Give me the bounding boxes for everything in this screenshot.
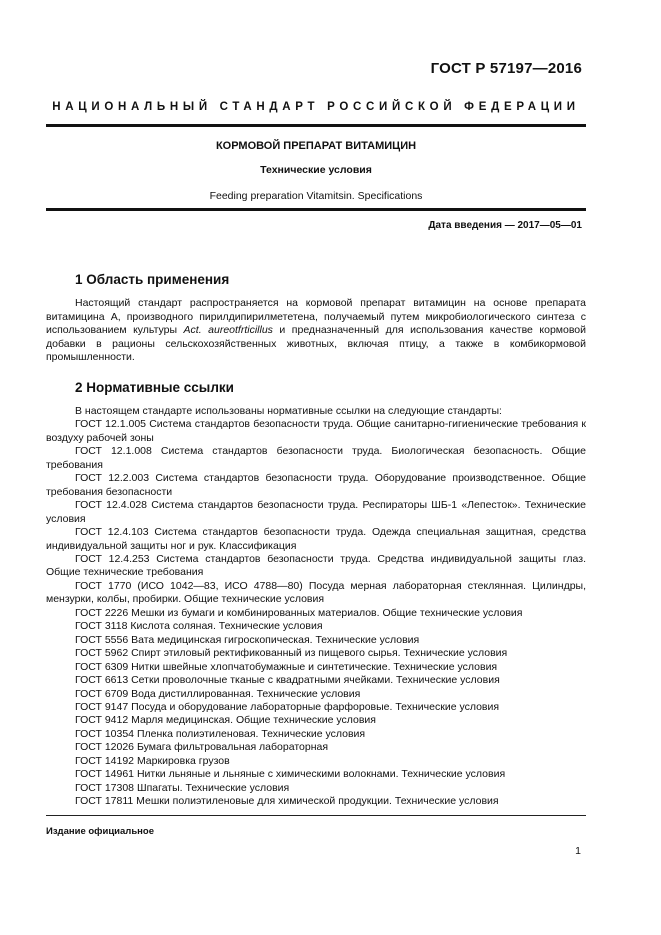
reference-item: ГОСТ 6613 Сетки проволочные тканые с квадратными ячейками. Технические условия bbox=[75, 674, 500, 687]
footer-divider bbox=[46, 815, 586, 816]
reference-item: ГОСТ 12026 Бумага фильтровальная лабораторная bbox=[75, 741, 329, 754]
references-intro: В настоящем стандарте использованы нормативные ссылки на следующие стандарты: bbox=[75, 405, 502, 417]
section-2-heading: 2 Нормативные ссылки bbox=[75, 380, 234, 395]
reference-item: ГОСТ 14192 Маркировка грузов bbox=[75, 754, 230, 767]
reference-item: ГОСТ 17308 Шпагаты. Технические условия bbox=[75, 781, 290, 794]
reference-item: ГОСТ 5556 Вата медицинская гигроскопическая. Технические условия bbox=[75, 633, 420, 646]
reference-item: ГОСТ 14961 Нитки льняные и льняные с химическими волокнами. Технические условия bbox=[75, 768, 506, 781]
standard-number: ГОСТ Р 57197—2016 bbox=[430, 60, 582, 77]
national-standard-heading: НАЦИОНАЛЬНЫЙ СТАНДАРТ РОССИЙСКОЙ ФЕДЕРАЦИИ bbox=[52, 101, 580, 113]
section-1-paragraph bbox=[46, 297, 586, 365]
page-number: 1 bbox=[575, 845, 581, 857]
reference-item: ГОСТ 10354 Пленка полиэтиленовая. Технические условия bbox=[75, 727, 366, 740]
reference-item: ГОСТ 17811 Мешки полиэтиленовые для химической продукции. Технические условия bbox=[75, 795, 499, 808]
title-divider bbox=[46, 208, 586, 211]
reference-item: ГОСТ 3118 Кислота соляная. Технические условия bbox=[75, 620, 323, 633]
reference-item: ГОСТ 5962 Спирт этиловый ректификованный из пищевого сырья. Технические условия bbox=[75, 647, 508, 660]
document-title-english: Feeding preparation Vitamitsin. Specifications bbox=[209, 190, 423, 202]
reference-item: ГОСТ 1770 (ИСО 1042—83, ИСО 4788—80) Посуда мерная лабораторная стеклянная. Цилиндры, мензурки, колбы, пробирки. Общие технические условия bbox=[46, 579, 586, 606]
document-title: КОРМОВОЙ ПРЕПАРАТ ВИТАМИЦИН bbox=[215, 140, 417, 152]
reference-item: ГОСТ 6309 Нитки швейные хлопчатобумажные и синтетические. Технические условия bbox=[75, 660, 498, 673]
reference-item: ГОСТ 9412 Марля медицинская. Общие технические условия bbox=[75, 714, 376, 727]
section-1-text-b: и предназначенный для использования качестве кормовой добавки в рационы сельскохозяйственных животных, включая птицу, а также в комбикормовой промышленности. bbox=[46, 324, 587, 364]
introduction-date: Дата введения — 2017—05—01 bbox=[428, 220, 582, 231]
top-divider bbox=[46, 124, 586, 127]
reference-item: ГОСТ 12.4.103 Система стандартов безопасности труда. Одежда специальная защитная, средства индивидуальной защиты ног и рук. Классификация bbox=[46, 526, 586, 552]
reference-item: ГОСТ 6709 Вода дистиллированная. Технические условия bbox=[75, 687, 361, 700]
section-1-text-a: Настоящий стандарт распространяется на кормовой препарат витамицин на основе препарата витамицина А, производного пирилдипирилмететена, получаемый путем микробиологического синтеза с использованием культуры bbox=[46, 297, 586, 337]
reference-item: ГОСТ 9147 Посуда и оборудование лабораторные фарфоровые. Технические условия bbox=[75, 700, 500, 713]
reference-item: ГОСТ 12.1.008 Система стандартов безопасности труда. Биологическая безопасность. Общие требования bbox=[46, 445, 586, 471]
reference-item: ГОСТ 2226 Мешки из бумаги и комбинированных материалов. Общие технические условия bbox=[75, 606, 523, 619]
reference-item: ГОСТ 12.1.005 Система стандартов безопасности труда. Общие санитарно-гигиенические требования к воздуху рабочей зоны bbox=[46, 418, 586, 444]
official-edition-label: Издание официальное bbox=[46, 826, 154, 837]
document-subtitle: Технические условия bbox=[260, 164, 372, 176]
reference-item: ГОСТ 12.2.003 Система стандартов безопасности труда. Оборудование производственное. Общие требования безопасности bbox=[46, 472, 586, 498]
section-1-heading: 1 Область применения bbox=[75, 272, 230, 287]
references-list bbox=[46, 405, 586, 809]
reference-item: ГОСТ 12.4.028 Система стандартов безопасности труда. Респираторы ШБ-1 «Лепесток». Технические условия bbox=[46, 499, 586, 525]
reference-item: ГОСТ 12.4.253 Система стандартов безопасности труда. Средства индивидуальной защиты глаз. Общие технические требования bbox=[46, 552, 586, 579]
culture-name: Act. aureotfrticillus bbox=[183, 324, 273, 337]
